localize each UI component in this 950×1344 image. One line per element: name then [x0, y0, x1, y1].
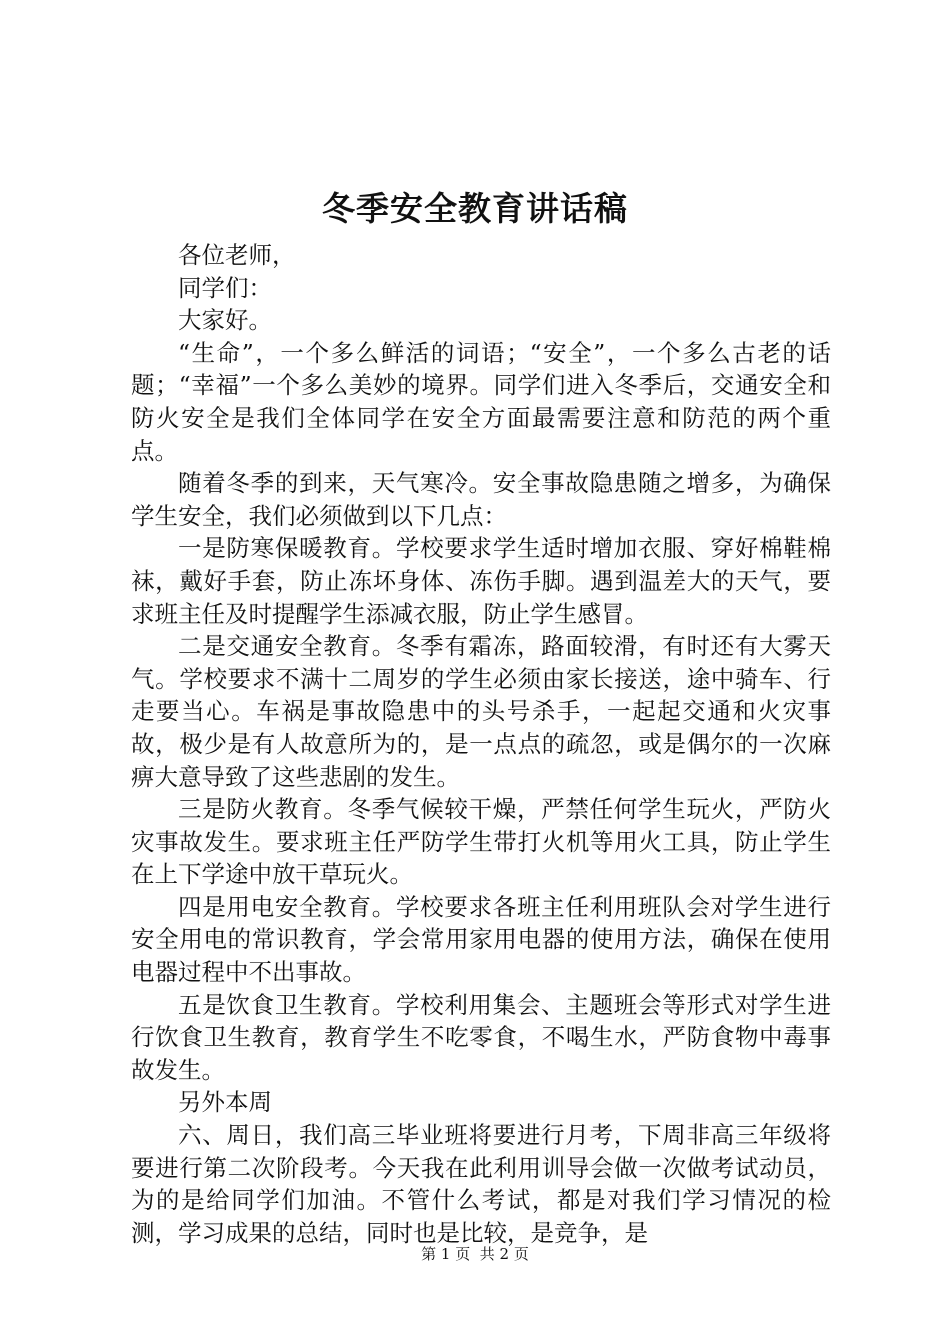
paragraph-intro: “生命”，一个多么鲜活的词语；“安全”，一个多么古老的话题；“幸福”一个多么美妙的境界。同学们进入冬季后，交通安全和防火安全是我们全体同学在安全方面最需要注意和防范的两个重点。 — [131, 338, 831, 465]
paragraph-point-4: 四是用电安全教育。学校要求各班主任利用班队会对学生进行安全用电的常识教育，学会常用家用电器的使用方法，确保在使用电器过程中不出事故。 — [131, 892, 831, 987]
paragraph-additional: 另外本周 — [178, 1088, 272, 1117]
paragraph-point-2: 二是交通安全教育。冬季有霜冻，路面较滑，有时还有大雾天气。学校要求不满十二周岁的学生必须由家长接送，途中骑车、行走要当心。车祸是事故隐患中的头号杀手，一起起交通和火灾事故，极少是有人故意所为的，是一点点的疏忽，或是偶尔的一次麻痹大意导致了这些悲剧的发生。 — [131, 632, 831, 791]
page-footer — [0, 1244, 950, 1264]
paragraph-point-3: 三是防火教育。冬季气候较干燥，严禁任何学生玩火，严防火灾事故发生。要求班主任严防学生带打火机等用火工具，防止学生在上下学途中放干草玩火。 — [131, 795, 831, 889]
document-title: 冬季安全教育讲话稿 — [322, 189, 628, 228]
page-number-label: 第 1 页 共 2 页 — [421, 1245, 529, 1263]
paragraph-greeting: 大家好。 — [178, 306, 272, 335]
document-body — [131, 239, 831, 1249]
paragraph-point-5: 五是饮食卫生教育。学校利用集会、主题班会等形式对学生进行饮食卫生教育，教育学生不吃零食，不喝生水，严防食物中毒事故发生。 — [131, 990, 831, 1084]
paragraph-point-1: 一是防寒保暖教育。学校要求学生适时增加衣服、穿好棉鞋棉袜，戴好手套，防止冻坏身体、冻伤手脚。遇到温差大的天气，要求班主任及时提醒学生添减衣服，防止学生感冒。 — [131, 534, 831, 628]
paragraph-salutation-students: 同学们： — [178, 273, 272, 302]
paragraph-winter-arrival: 随着冬季的到来，天气寒冷。安全事故隐患随之增多，为确保学生安全，我们必须做到以下几点： — [131, 469, 831, 530]
paragraph-salutation-teachers: 各位老师， — [178, 241, 296, 269]
paragraph-point-6: 六、周日，我们高三毕业班将要进行月考，下周非高三年级将要进行第二次阶段考。今天我在此利用训导会做一次做考试动员，为的是给同学们加油。不管什么考试，都是对我们学习情况的检测，学习成果的总结，同时也是比较，是竞争，是 — [131, 1121, 831, 1247]
